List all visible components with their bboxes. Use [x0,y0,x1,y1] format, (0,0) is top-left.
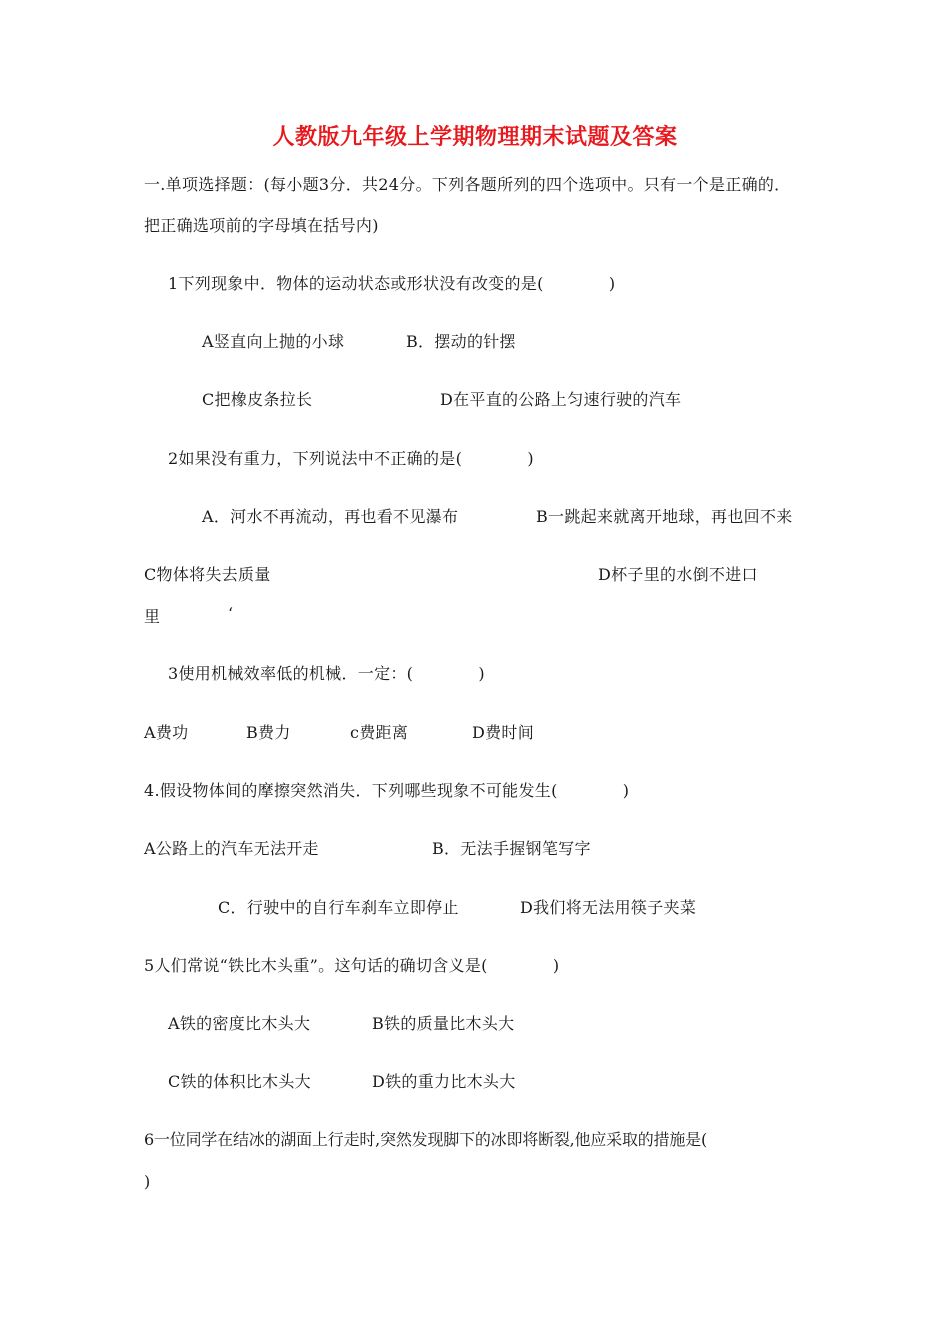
question-1-stem: 1下列现象中．物体的运动状态或形状没有改变的是( ) [168,274,616,293]
question-2-option-b: B一跳起来就离开地球，再也回不来 [536,507,793,526]
question-3-option-a: A费功 [144,723,189,742]
question-3-option-d: D费时间 [472,723,535,742]
question-1-option-c: C把橡皮条拉长 [202,390,313,409]
question-5-option-b: B铁的质量比木头大 [372,1014,515,1033]
stray-mark: ‘ [228,604,234,623]
question-6-stem-continuation: ) [144,1172,151,1191]
question-4-option-a: A公路上的汽车无法开走 [144,839,319,858]
question-5-option-c: C铁的体积比木头大 [168,1072,311,1091]
question-2-option-d: D杯子里的水倒不进口 [598,565,758,584]
question-3-option-c: c费距离 [350,723,409,742]
question-1-option-b: B．摆动的针摆 [406,332,516,351]
question-5-stem: 5人们常说“铁比木头重”。这句话的确切含义是( ) [144,956,560,975]
question-1-option-d: D在平直的公路上匀速行驶的汽车 [440,390,682,409]
question-3-option-b: B费力 [246,723,291,742]
question-4-option-c: C．行驶中的自行车刹车立即停止 [218,898,459,917]
question-2-option-a: A．河水不再流动，再也看不见瀑布 [202,507,459,526]
section-heading-line-2: 把正确选项前的字母填在括号内) [144,216,379,235]
section-heading-line-1: 一.单项选择题：(每小题3分．共24分。下列各题所列的四个选项中。只有一个是正确的． [144,175,791,194]
question-4-stem: 4.假设物体间的摩擦突然消失．下列哪些现象不可能发生( ) [144,781,630,800]
question-4-option-d: D我们将无法用筷子夹菜 [520,898,697,917]
question-5-option-d: D铁的重力比木头大 [372,1072,516,1091]
question-3-stem: 3使用机械效率低的机械．一定：( ) [168,664,485,683]
question-5-option-a: A铁的密度比木头大 [168,1014,311,1033]
question-6-stem: 6一位同学在结冰的湖面上行走时,突然发现脚下的冰即将断裂,他应采取的措施是( [144,1130,707,1149]
question-1-option-a: A竖直向上抛的小球 [202,332,345,351]
document-title: 人教版九年级上学期物理期末试题及答案 [272,125,678,150]
question-2-option-d-continuation: 里 [144,607,161,626]
question-2-option-c: C物体将失去质量 [144,565,271,584]
question-4-option-b: B．无法手握钢笔写字 [432,839,591,858]
question-2-stem: 2如果没有重力，下列说法中不正确的是( ) [168,449,534,468]
